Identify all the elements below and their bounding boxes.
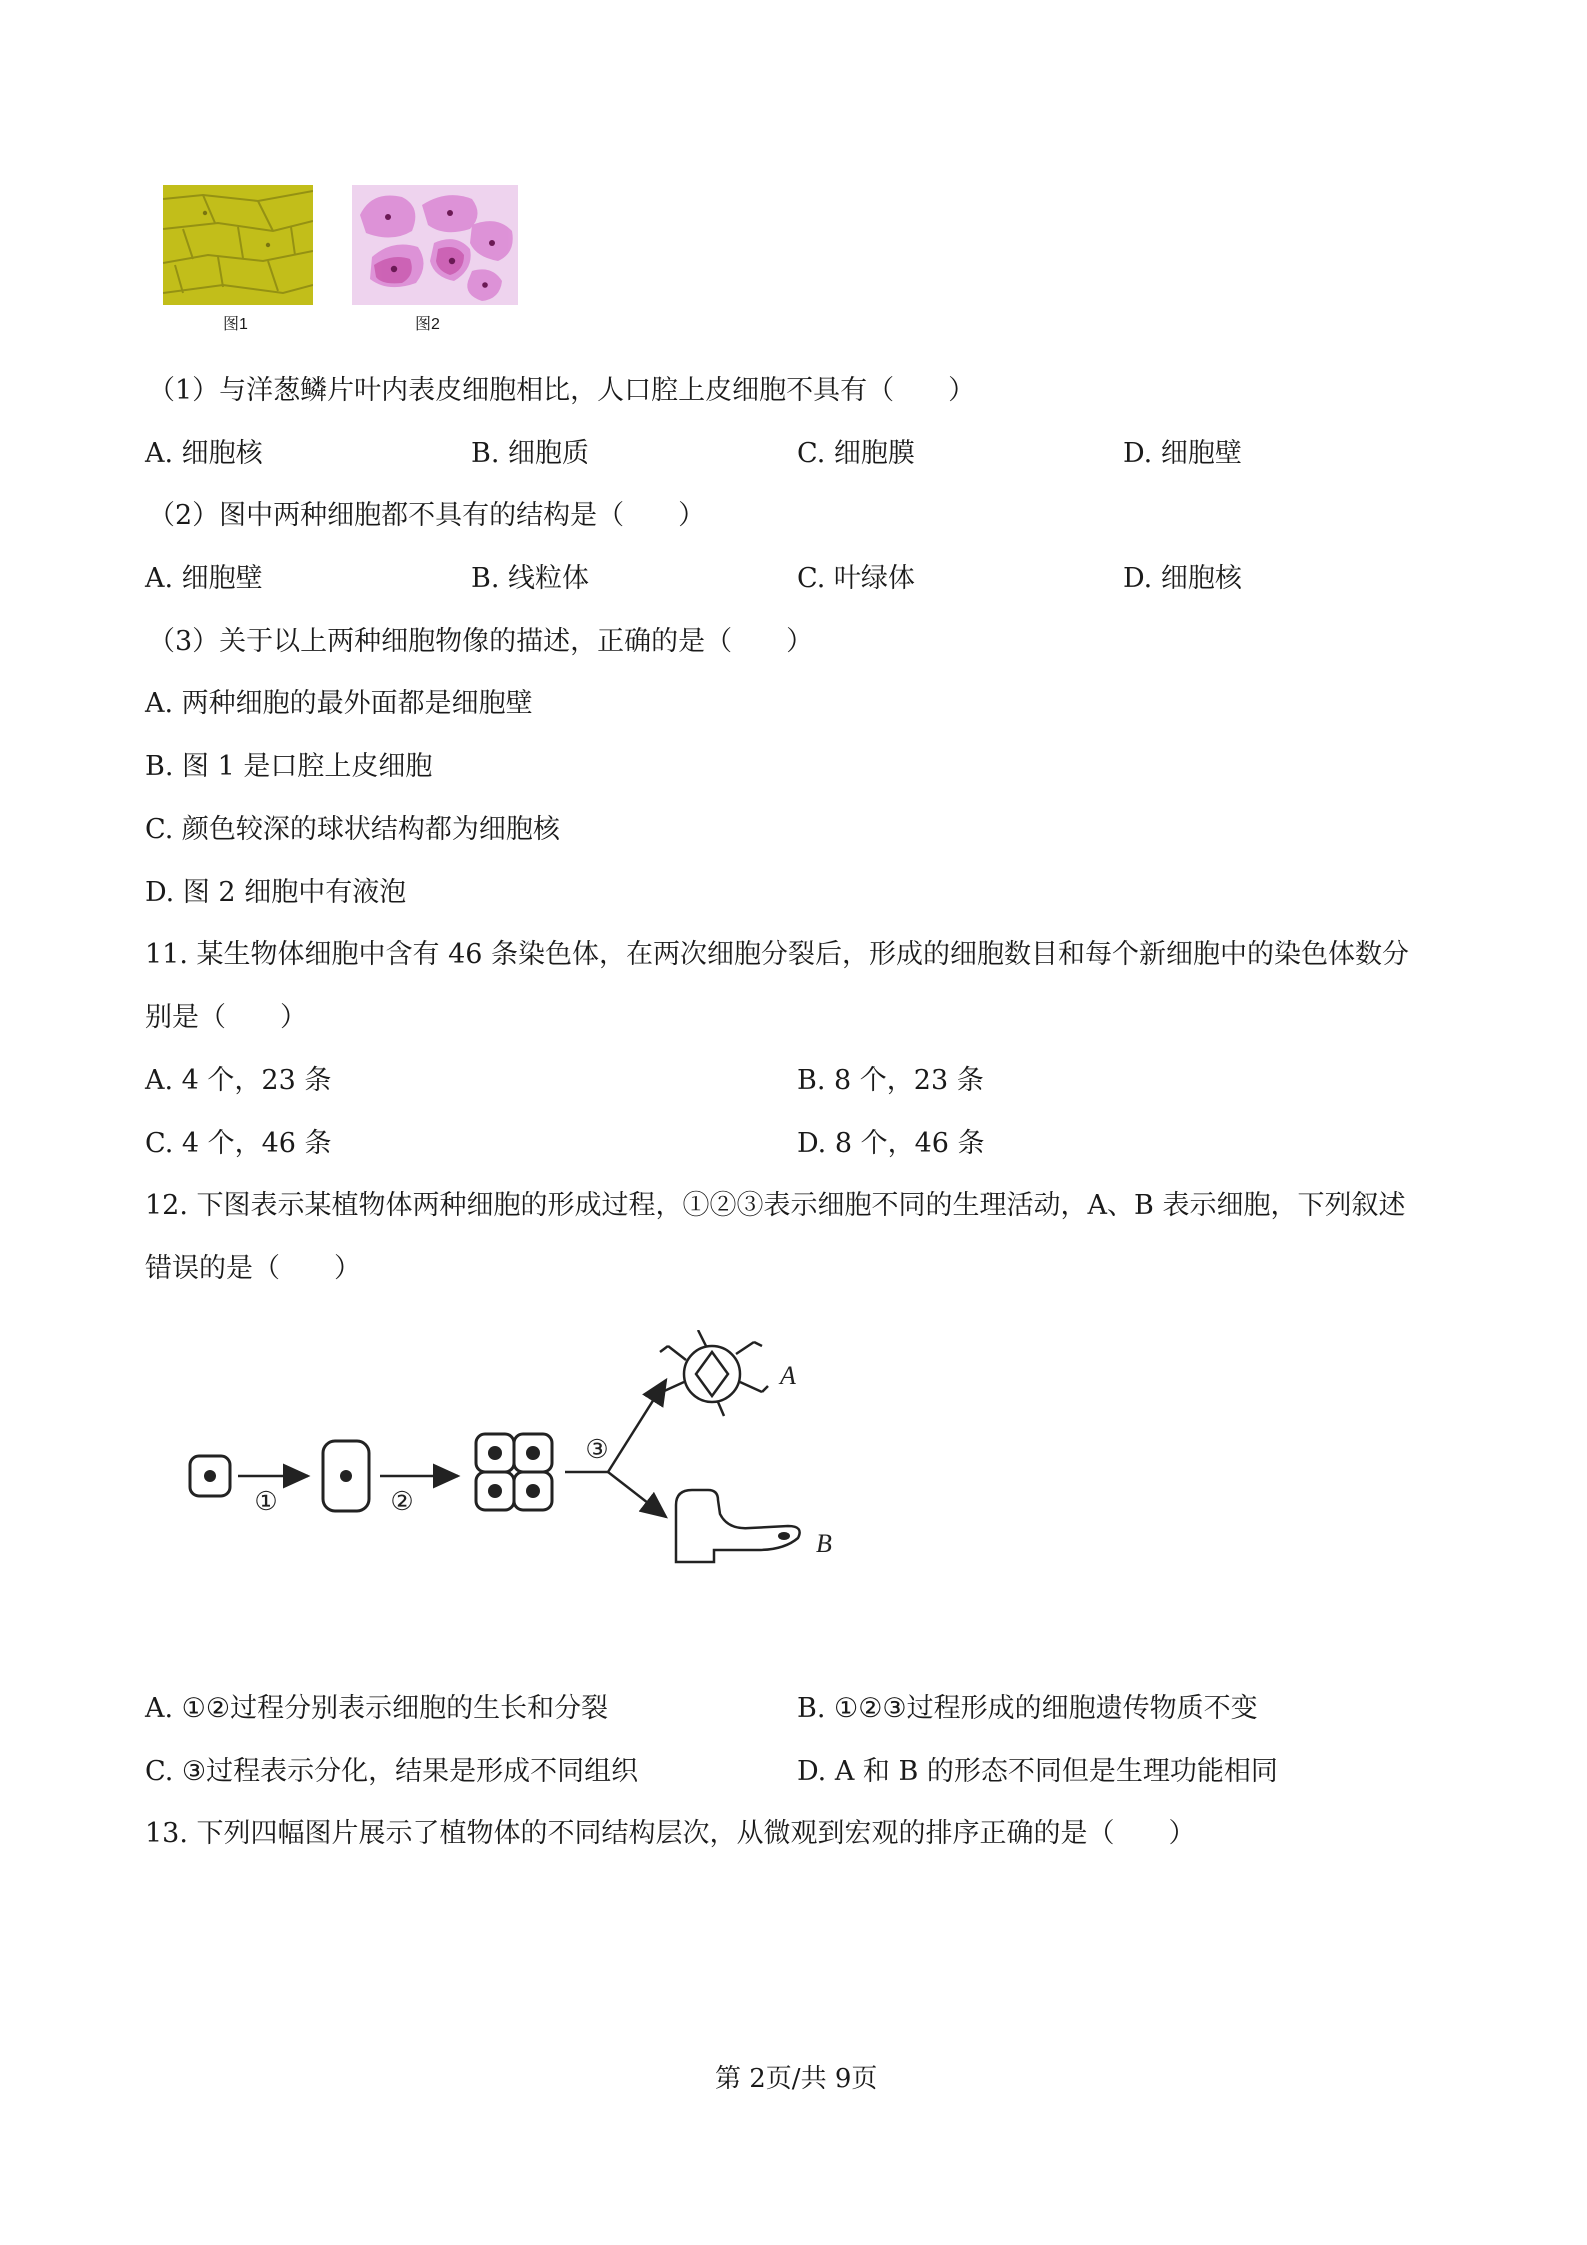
q10-sub3-option-b: B. 图 1 是口腔上皮细胞	[145, 751, 433, 782]
figure-2-label: 图2	[415, 316, 440, 333]
q10-sub2-option-b: B. 线粒体	[471, 563, 590, 594]
q13-stem: 13. 下列四幅图片展示了植物体的不同结构层次，从微观到宏观的排序正确的是（ ）	[145, 1818, 1196, 1849]
figure-1-label: 图1	[223, 316, 248, 333]
q10-sub2-option-c: C. 叶绿体	[797, 563, 915, 594]
q12-option-a: A. ①②过程分别表示细胞的生长和分裂	[145, 1693, 609, 1724]
cell-b-drawing	[676, 1490, 800, 1562]
cell-a-label: A	[780, 1361, 796, 1390]
q10-sub3-option-c: C. 颜色较深的球状结构都为细胞核	[145, 814, 560, 845]
four-cells	[476, 1434, 552, 1510]
arrow-to-cell-a	[608, 1380, 666, 1472]
q10-sub2-option-d: D. 细胞核	[1123, 563, 1242, 594]
page-number: 第 2页/共 9页	[715, 2064, 878, 2094]
step-1-label: ①	[254, 1487, 278, 1516]
q12-option-c: C. ③过程表示分化，结果是形成不同组织	[145, 1756, 639, 1787]
q10-sub3-option-d: D. 图 2 细胞中有液泡	[145, 877, 407, 908]
step-2-label: ②	[390, 1487, 414, 1516]
onion-epidermis-image	[163, 185, 313, 305]
q10-sub3-stem: （3）关于以上两种细胞物像的描述，正确的是（ ）	[148, 626, 814, 657]
arrow-to-cell-b	[608, 1472, 666, 1517]
q12-stem-line2: 错误的是（ ）	[145, 1253, 361, 1284]
q11-option-d: D. 8 个，46 条	[797, 1128, 985, 1159]
cell-b-label: B	[816, 1529, 832, 1558]
q10-sub1-stem: （1）与洋葱鳞片叶内表皮细胞相比，人口腔上皮细胞不具有（ ）	[148, 375, 976, 406]
q10-sub1-option-d: D. 细胞壁	[1123, 438, 1242, 469]
q12-option-b: B. ①②③过程形成的细胞遗传物质不变	[797, 1693, 1258, 1724]
q12-stem-line1: 12. 下图表示某植物体两种细胞的形成过程，①②③表示细胞不同的生理活动，A、B 表示细胞，下列叙述	[145, 1190, 1406, 1221]
q11-stem-line1: 11. 某生物体细胞中含有 46 条染色体，在两次细胞分裂后，形成的细胞数目和每个新细胞中的染色体数分	[145, 939, 1410, 970]
cell-development-diagram	[180, 1330, 860, 1580]
q10-sub1-option-b: B. 细胞质	[471, 438, 590, 469]
q11-stem-line2: 别是（ ）	[145, 1002, 307, 1033]
small-cell	[190, 1456, 230, 1496]
q11-option-c: C. 4 个，46 条	[145, 1128, 332, 1159]
q10-sub1-option-c: C. 细胞膜	[797, 438, 915, 469]
q10-sub3-option-a: A. 两种细胞的最外面都是细胞壁	[145, 688, 533, 719]
q11-option-a: A. 4 个，23 条	[145, 1065, 332, 1096]
q12-option-d: D. A 和 B 的形态不同但是生理功能相同	[797, 1756, 1278, 1787]
grown-cell	[323, 1441, 369, 1511]
cell-a-drawing	[654, 1330, 768, 1416]
cheek-cells-image	[352, 185, 518, 305]
q10-sub1-option-a: A. 细胞核	[145, 438, 263, 469]
q10-sub2-stem: （2）图中两种细胞都不具有的结构是（ ）	[148, 500, 706, 531]
q11-option-b: B. 8 个，23 条	[797, 1065, 984, 1096]
step-3-label: ③	[585, 1435, 609, 1464]
q10-sub2-option-a: A. 细胞壁	[145, 563, 263, 594]
